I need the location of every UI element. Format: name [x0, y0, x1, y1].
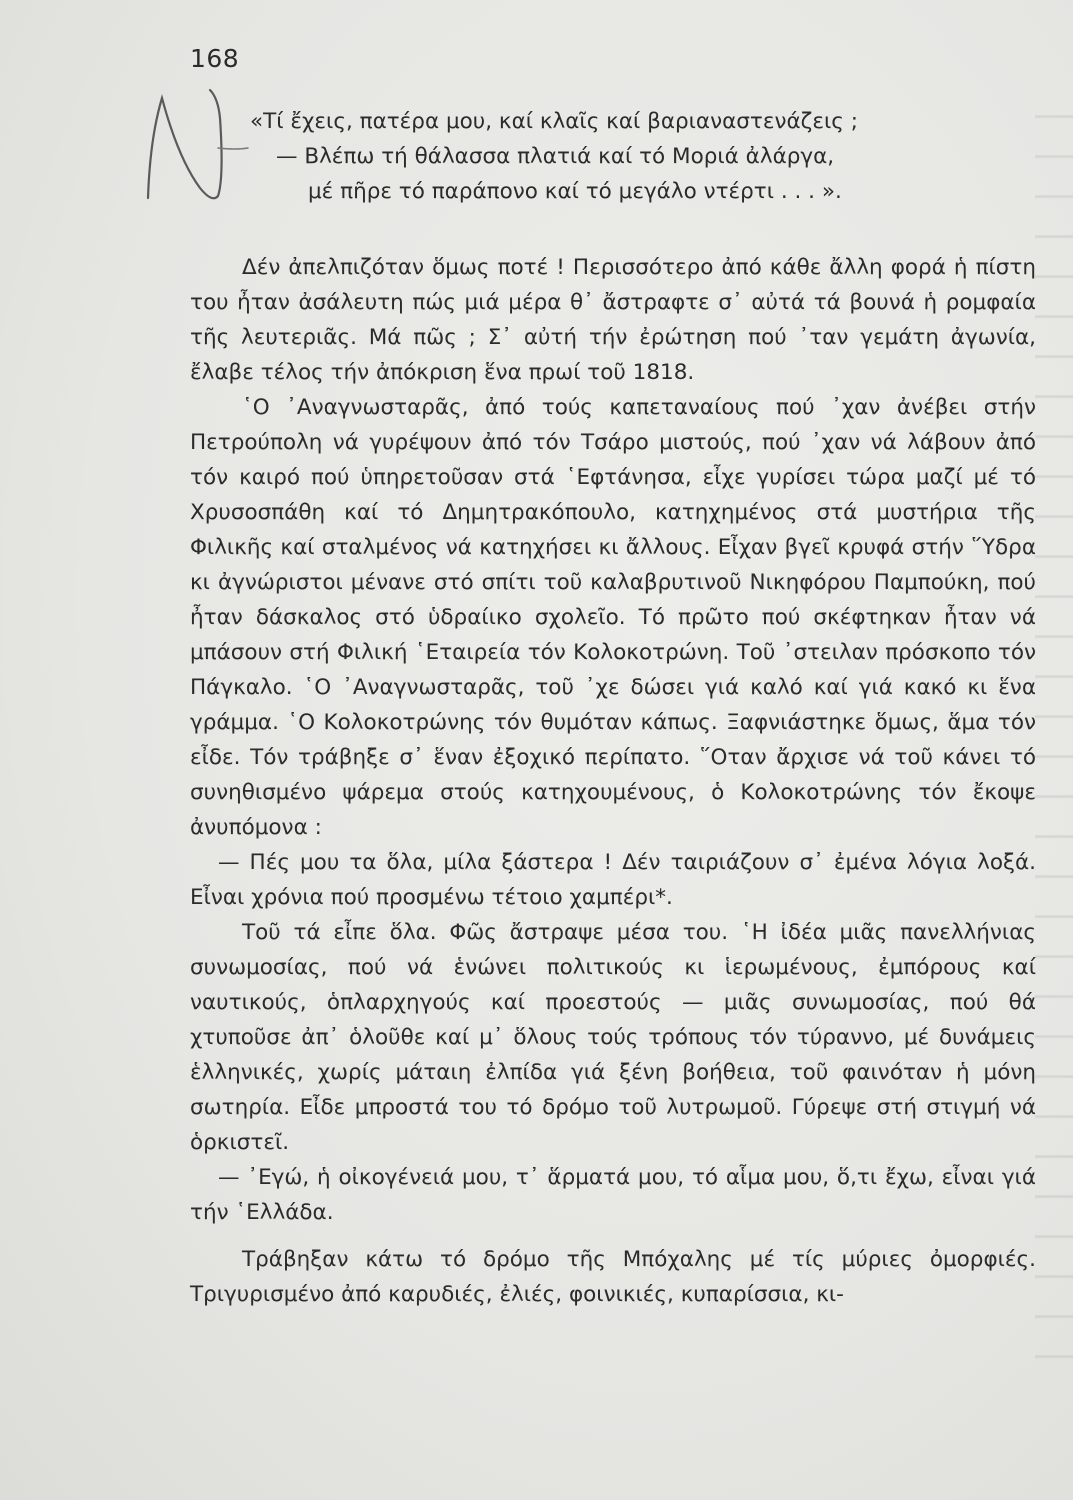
paragraph: Τοῦ τά εἶπε ὅλα. Φῶς ἄστραψε μέσα του. ῾Η ἰδέα μιᾶς πανελλήνιας συνωμοσίας, πού νά ἑνώνει πολιτικούς κι ἱερωμένους, ἐμπόρους καί ναυτικούς, ὁπλαρχηγούς καί προεστούς — μιᾶς συνωμοσίας, πού θά χτυποῦσε ἀπ᾽ ὁλοῦθε καί μ᾽ ὅλους τούς τρόπους τόν τύραννο, μέ δυνάμεις ἑλληνικές, χωρίς μάταιη ἐλπίδα γιά ξένη βοήθεια, τοῦ φαινόταν ἡ μόνη σωτηρία. Εἶδε μπροστά του τό δρόμο τοῦ λυτρωμοῦ. Γύρεψε στή στιγμή νά ὁρκιστεῖ. — [190, 920, 1036, 1155]
verse-line: «Τί ἔχεις, πατέρα μου, καί κλαῖς καί βαριαναστενάζεις ; — [250, 109, 858, 134]
paragraph: Τράβηξαν κάτω τό δρόμο τῆς Μπόχαλης μέ τίς μύριες ὀμορφιές. Τριγυρισμένο ἀπό καρυδιές, ἐλιές, φοινικιές, κυπαρίσσια, κι- — [190, 1247, 1036, 1307]
verse-line: — Βλέπω τή θάλασσα πλατιά καί τό Μοριά ἀλάργα, — [276, 144, 835, 169]
show-through-text — [1035, 95, 1073, 1395]
body-text — [190, 250, 1036, 1312]
verse-quote — [250, 104, 858, 209]
verse-line: μέ πῆρε τό παράπονο καί τό μεγάλο ντέρτι . . . ». — [308, 179, 842, 204]
dialogue-paragraph: — Πές μου τα ὅλα, μίλα ξάστερα ! Δέν ταιριάζουν σ᾽ ἐμένα λόγια λοξά. Εἶναι χρόνια πού προσμένω τέτοιο χαμπέρι*. — [190, 850, 1036, 910]
dialogue-paragraph: — ᾽Εγώ, ἡ οἰκογένειά μου, τ᾽ ἅρματά μου, τό αἷμα μου, ὅ,τι ἔχω, εἶναι γιά τήν ῾Ελλάδα. — [190, 1165, 1036, 1225]
paragraph: Δέν ἀπελπιζόταν ὅμως ποτέ ! Περισσότερο ἀπό κάθε ἄλλη φορά ἡ πίστη του ἦταν ἀσάλευτη πώς μιά μέρα θ᾽ ἄστραφτε σ᾽ αὐτά τά βουνά ἡ ρομφαία τῆς λευτεριᾶς. Μά πῶς ; Σ᾽ αὐτή τήν ἐρώτηση πού ᾽ταν γεμάτη ἀγωνία, ἔλαβε τέλος τήν ἀπόκριση ἕνα πρωί τοῦ 1818. — [190, 255, 1036, 385]
page-number: 168 — [190, 44, 240, 73]
paragraph: ῾Ο ᾽Αναγνωσταρᾶς, ἀπό τούς καπεταναίους πού ᾽χαν ἀνέβει στήν Πετρούπολη νά γυρέψουν ἀπό τόν Τσάρο μιστούς, πού ᾽χαν νά λάβουν ἀπό τόν καιρό πού ὑπηρετοῦσαν στά ῾Εφτάνησα, εἶχε γυρίσει τώρα μαζί μέ τό Χρυσοσπάθη καί τό Δημητρακόπουλο, κατηχημένος στά μυστήρια τῆς Φιλικῆς καί σταλμένος νά κατηχήσει κι ἄλλους. Εἶχαν βγεῖ κρυφά στήν ῞Υδρα κι ἀγνώριστοι μένανε στό σπίτι τοῦ καλαβρυτινοῦ Νικηφόρου Παμπούκη, πού ἦταν δάσκαλος στό ὑδραίικο σχολεῖο. Τό πρῶτο πού σκέφτηκαν ἦταν νά μπάσουν στή Φιλική ῾Εταιρεία τόν Κολοκοτρώνη. Τοῦ ᾽στειλαν πρόσκοπο τόν Πάγκαλο. ῾Ο ᾽Αναγνωσταρᾶς, τοῦ ᾽χε δώσει γιά καλό καί γιά κακό κι ἕνα γράμμα. ῾Ο Κολοκοτρώνης τόν θυμόταν κάπως. Ξαφνιάστηκε ὅμως, ἅμα τόν εἶδε. Τόν τράβηξε σ᾽ ἕναν ἐξοχικό περίπατο. ῞Οταν ἄρχισε νά τοῦ κάνει τό συνηθισμένο ψάρεμα στούς κατηχουμένους, ὁ Κολοκοτρώνης τόν ἔκοψε ἀνυπόμονα : — [190, 395, 1036, 840]
pencil-annotation-mark — [140, 78, 260, 228]
